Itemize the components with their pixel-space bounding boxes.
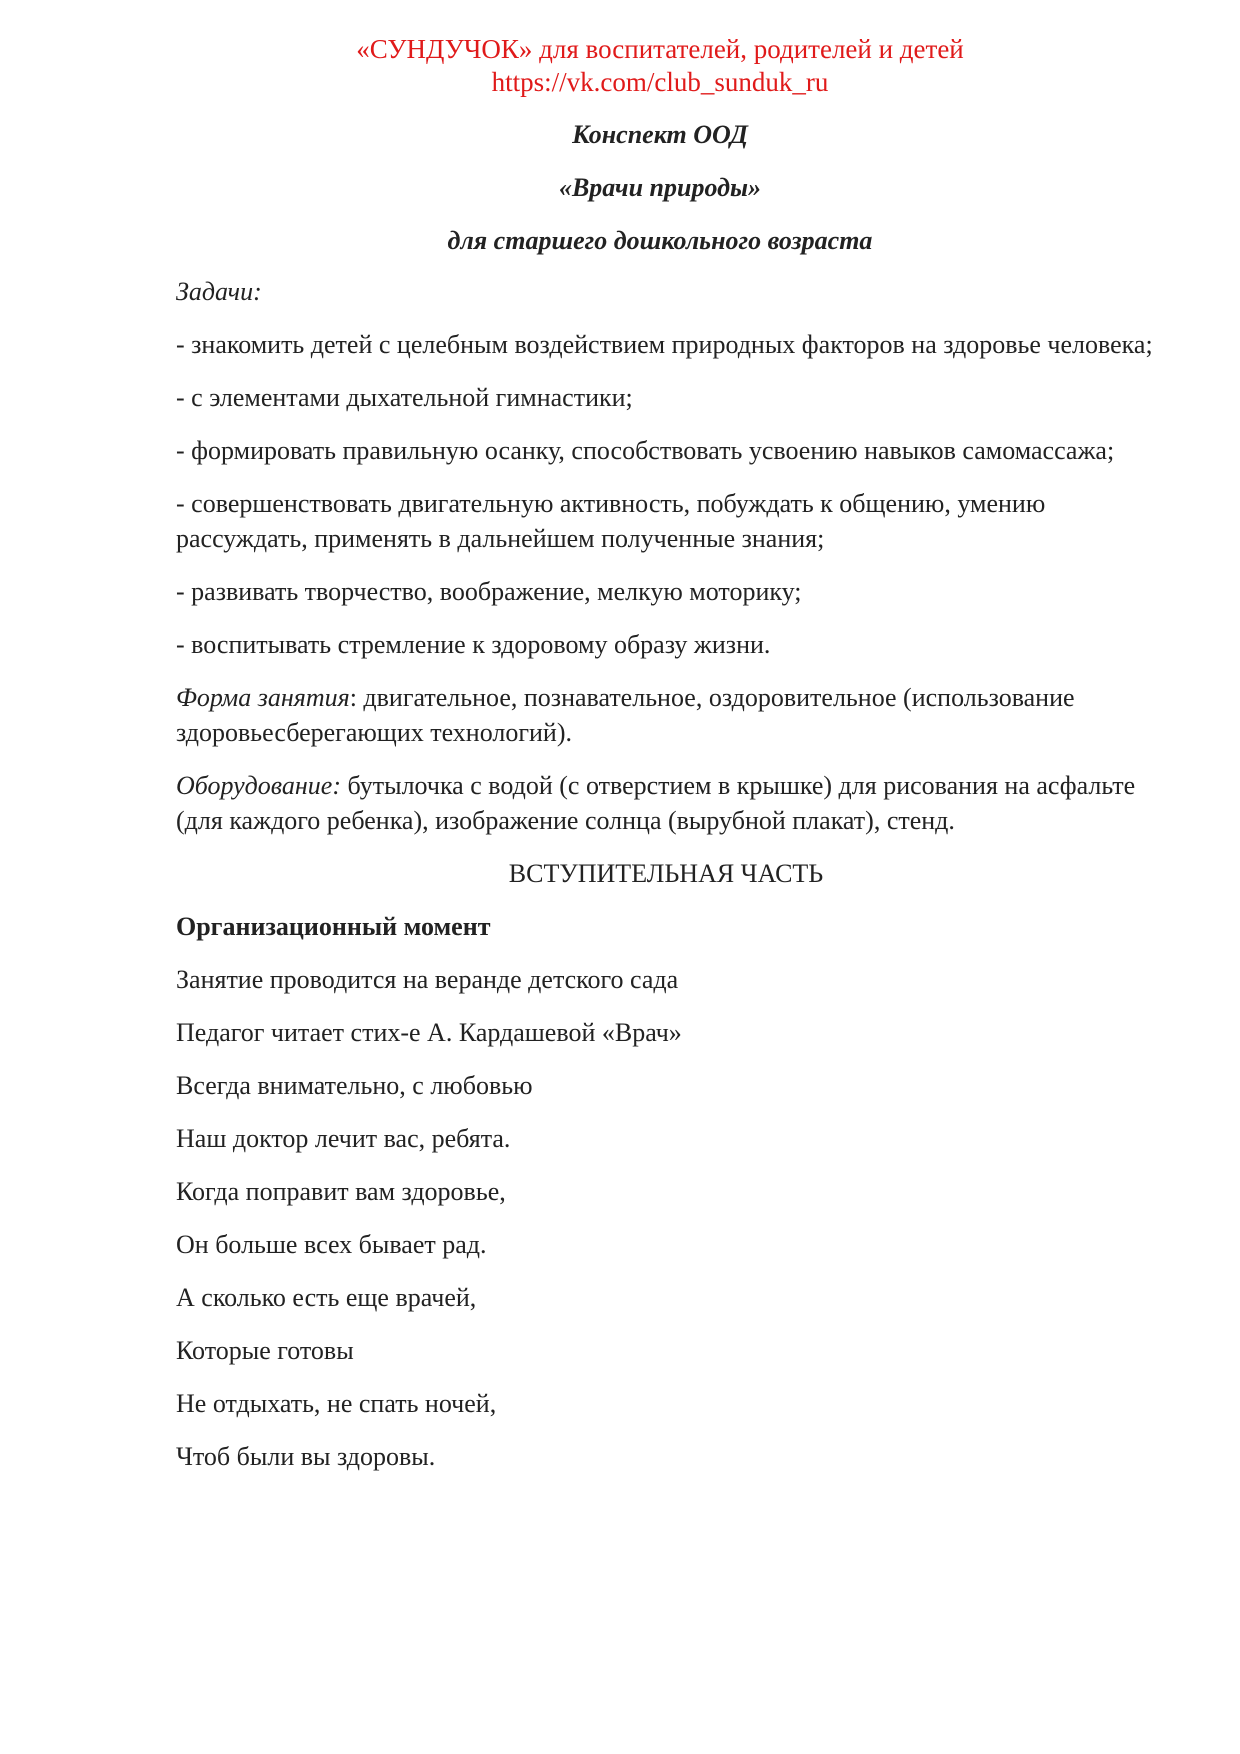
audience-subtitle: для старшего дошкольного возраста <box>447 226 873 255</box>
poem-line: Чтоб были вы здоровы. <box>176 1442 436 1471</box>
form-paragraph <box>176 680 1156 750</box>
poem-line: Не отдыхать, не спать ночей, <box>176 1389 497 1418</box>
site-name-header: «СУНДУЧОК» для воспитателей, родителей и детей <box>356 34 964 64</box>
task-item: - воспитывать стремление к здоровому образу жизни. <box>176 630 771 659</box>
task-item: - знакомить детей с целебным воздействием природных факторов на здоровье человека; <box>176 330 1153 359</box>
task-item: - с элементами дыхательной гимнастики; <box>176 383 633 412</box>
form-text: : двигательное, познавательное, оздоровительное (использование здоровьесберегающих технологий). <box>176 683 1075 747</box>
task-item: - формировать правильную осанку, способствовать усвоению навыков самомассажа; <box>176 436 1115 465</box>
task-item: - развивать творчество, воображение, мелкую моторику; <box>176 577 802 606</box>
poem-line: Которые готовы <box>176 1336 354 1365</box>
poem-line: Наш доктор лечит вас, ребята. <box>176 1124 511 1153</box>
poem-block <box>176 1068 1156 1474</box>
form-label: Форма занятия <box>176 683 350 712</box>
site-url-link[interactable]: https://vk.com/club_sunduk_ru <box>491 67 829 97</box>
equipment-paragraph <box>176 768 1156 838</box>
subheading-organizational: Организационный момент <box>176 912 491 941</box>
lesson-topic-title: «Врачи природы» <box>558 173 762 202</box>
task-item: - совершенствовать двигательную активность, побуждать к общению, умению рассуждать, применять в дальнейшем полученные знания; <box>176 489 1046 553</box>
tasks-label: Задачи: <box>176 277 262 306</box>
intro-line: Педагог читает стих-е А. Кардашевой «Врач» <box>176 1018 682 1047</box>
intro-line: Занятие проводится на веранде детского сада <box>176 965 679 994</box>
section-title-intro: ВСТУПИТЕЛЬНАЯ ЧАСТЬ <box>508 859 824 888</box>
poem-line: Всегда внимательно, с любовью <box>176 1071 533 1100</box>
document-title: Конспект ООД <box>572 120 748 149</box>
poem-line: Он больше всех бывает рад. <box>176 1230 487 1259</box>
equipment-text: бутылочка с водой (с отверстием в крышке) для рисования на асфальте (для каждого ребенка), изображение солнца (вырубной плакат), стенд. <box>176 771 1136 835</box>
document-body <box>176 274 1156 1492</box>
equipment-label: Оборудование: <box>176 771 341 800</box>
poem-line: А сколько есть еще врачей, <box>176 1283 477 1312</box>
poem-line: Когда поправит вам здоровье, <box>176 1177 506 1206</box>
